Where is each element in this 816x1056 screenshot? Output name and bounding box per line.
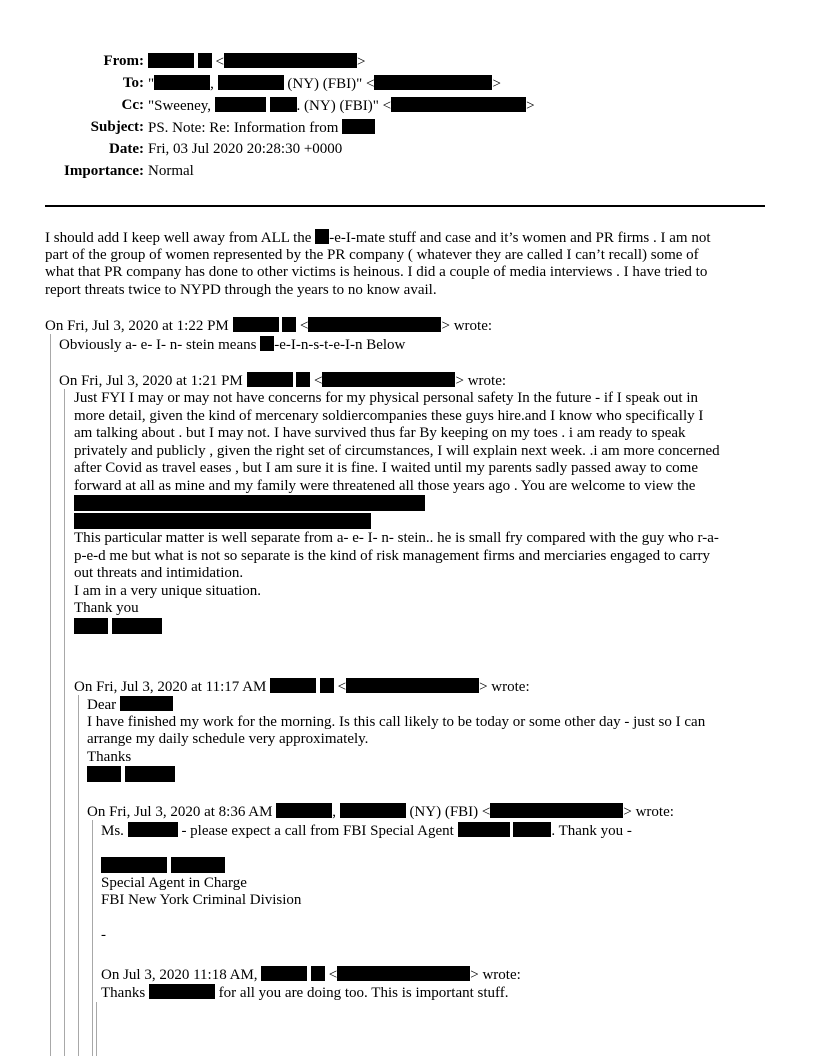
redaction-box xyxy=(490,803,623,818)
cc-label: Cc: xyxy=(121,97,144,113)
attribution-comma: , xyxy=(332,804,336,820)
quote-bar xyxy=(78,695,79,1056)
redaction-box xyxy=(74,495,425,511)
signature-line xyxy=(74,618,720,636)
redaction-box xyxy=(233,317,279,332)
quote-bar xyxy=(96,1002,97,1056)
quote-line: more detail, given the kind of mercenary soldiercompanies these guys hire.and I know who specifically I xyxy=(74,407,704,424)
body-text: -e-I-mate stuff and case and it’s women and PR firms . I am not xyxy=(329,230,711,246)
message-body xyxy=(45,229,711,299)
to-row xyxy=(0,75,816,97)
quote-line: privately and publicly , given the right set of circumstances, I will explain next week. .i am more concerned xyxy=(74,442,720,459)
attribution-bracket: < xyxy=(328,967,338,983)
quote-line: p-e-d me but what is not so separate is the kind of risk management firms and merciaries engaged to carry xyxy=(74,547,711,564)
quote2-body xyxy=(74,390,720,635)
attribution-agency: (NY) (FBI) < xyxy=(409,804,491,820)
quote-text: Dear xyxy=(87,697,117,713)
attribution-bracket: < xyxy=(337,679,347,695)
quote4-attribution xyxy=(87,803,674,822)
attribution-wrote: > wrote: xyxy=(455,373,507,389)
redaction-box xyxy=(74,618,108,634)
attribution-text: On Fri, Jul 3, 2020 at 1:22 PM xyxy=(45,318,229,334)
redaction-box xyxy=(374,75,492,90)
signature-title: Special Agent in Charge xyxy=(101,874,247,891)
body-line xyxy=(45,229,711,247)
from-bracket-close: > xyxy=(356,54,366,70)
quote4-body xyxy=(101,822,632,945)
quote-line xyxy=(101,984,509,1002)
quote-line xyxy=(59,336,405,354)
body-line: part of the group of women represented by the PR company ( whatever they are called I can’t recall) some of xyxy=(45,246,699,263)
quote-line: This particular matter is well separate from a- e- I- n- stein.. he is small fry compared with the guy who r-a- xyxy=(74,530,719,546)
to-quote: " xyxy=(148,76,155,92)
redaction-box xyxy=(315,229,329,244)
cc-value xyxy=(148,97,535,116)
cc-bracket-close: > xyxy=(526,98,535,114)
quote-line: I am in a very unique situation. xyxy=(74,582,262,599)
redaction-box xyxy=(296,372,310,387)
redaction-box xyxy=(282,317,296,332)
quote-line: Thanks xyxy=(87,748,132,765)
redaction-box xyxy=(270,97,297,112)
redaction-box xyxy=(149,984,215,999)
from-bracket-open: < xyxy=(215,54,224,70)
date-row xyxy=(0,141,816,163)
redaction-box xyxy=(260,336,274,351)
attribution-wrote: > wrote: xyxy=(441,318,493,334)
redaction-box xyxy=(458,822,510,837)
quote-line: after Covid as travel eases , but I am sure it is fine. I waited until my parents sadly passed away to come xyxy=(74,460,698,476)
redacted-line xyxy=(74,513,720,531)
redaction-box xyxy=(320,678,334,693)
redaction-box xyxy=(198,53,212,68)
to-comma: , xyxy=(210,76,214,92)
quote5-attribution xyxy=(101,966,521,985)
subject-label: Subject: xyxy=(90,119,144,135)
redaction-box xyxy=(311,966,325,981)
redaction-box xyxy=(322,372,455,387)
redaction-box xyxy=(342,119,375,134)
quote-text: Ms. xyxy=(101,823,124,839)
redaction-box xyxy=(261,966,307,981)
quote3-attribution xyxy=(74,678,530,697)
cc-name: "Sweeney, xyxy=(148,98,212,114)
quote-line: am talking about . but I may not. I have survived thus far By keeping on my toes . i am ready to speak xyxy=(74,425,686,441)
redaction-box xyxy=(270,678,316,693)
quote-line xyxy=(101,822,632,840)
quote-bar xyxy=(64,389,65,1056)
attribution-wrote: > wrote: xyxy=(479,679,530,695)
redaction-box xyxy=(112,618,162,634)
from-label: From: xyxy=(103,53,144,69)
quote-line: I have finished my work for the morning. Is this call likely to be today or some other day - just so I can xyxy=(87,713,706,730)
redaction-box xyxy=(120,696,173,711)
dash-line: - xyxy=(101,927,106,943)
redaction-box xyxy=(224,53,357,68)
signature-division: FBI New York Criminal Division xyxy=(101,892,302,908)
importance-value: Normal xyxy=(148,163,194,179)
quote-text: Thanks xyxy=(101,985,146,1001)
attribution-wrote: > wrote: xyxy=(623,804,674,820)
importance-label: Importance: xyxy=(64,163,144,179)
redaction-box xyxy=(391,97,526,112)
redaction-box xyxy=(346,678,479,693)
redaction-box xyxy=(218,75,284,90)
signature-line xyxy=(87,766,705,784)
blank-line xyxy=(101,840,632,858)
cc-row xyxy=(0,97,816,119)
attribution-text: On Fri, Jul 3, 2020 at 11:17 AM xyxy=(74,679,267,695)
quote1-body xyxy=(59,336,405,354)
redaction-box xyxy=(308,317,441,332)
quote-line: forward at all as mine and my family were threatened all those years ago . You are welcome to view the xyxy=(74,477,696,494)
date-label: Date: xyxy=(109,141,144,157)
cc-agency: . (NY) (FBI)" < xyxy=(296,98,392,114)
redaction-box xyxy=(171,857,225,873)
quote5-body xyxy=(101,984,509,1002)
quote-text: . Thank you - xyxy=(551,823,632,839)
subject-text: PS. Note: Re: Information from xyxy=(148,120,339,136)
email-header xyxy=(0,53,816,185)
quote-text: Obviously a- e- I- n- stein means xyxy=(59,337,257,353)
redaction-box xyxy=(215,97,266,112)
redaction-box xyxy=(125,766,175,782)
quote2-attribution xyxy=(59,372,506,391)
date-value: Fri, 03 Jul 2020 20:28:30 +0000 xyxy=(148,141,343,157)
quote3-body xyxy=(87,696,705,784)
quote-line: Just FYI I may or may not have concerns for my physical personal safety In the future - if I speak out in xyxy=(74,390,698,406)
blank-line xyxy=(101,910,632,928)
redacted-line xyxy=(74,495,720,513)
signature-line xyxy=(101,857,632,875)
attribution-text: On Fri, Jul 3, 2020 at 1:21 PM xyxy=(59,373,243,389)
attribution-bracket: < xyxy=(300,318,309,334)
redaction-box xyxy=(87,766,121,782)
to-agency: (NY) (FBI)" < xyxy=(287,76,375,92)
redaction-box xyxy=(101,857,167,873)
quote-bar xyxy=(50,334,51,1056)
quote-line: out threats and intimidation. xyxy=(74,565,244,581)
importance-row xyxy=(0,163,816,185)
quote-line xyxy=(87,696,705,714)
redaction-box xyxy=(513,822,551,837)
to-value xyxy=(148,75,501,94)
quote-bar xyxy=(92,820,93,1056)
quote-text: -e-I-n-s-t-e-I-n Below xyxy=(274,337,406,353)
redaction-box xyxy=(276,803,332,818)
from-row xyxy=(0,53,816,75)
body-line: report threats twice to NYPD through the years to no know avail. xyxy=(45,281,437,298)
quote1-attribution xyxy=(45,317,492,336)
body-line: what that PR company has done to other victims is heinous. I did a couple of media interviews . I have tried to xyxy=(45,264,708,280)
subject-row xyxy=(0,119,816,141)
redaction-box xyxy=(154,75,210,90)
to-bracket-close: > xyxy=(492,76,501,92)
redaction-box xyxy=(340,803,406,818)
quote-text: for all you are doing too. This is important stuff. xyxy=(218,985,509,1001)
attribution-wrote: > wrote: xyxy=(470,967,521,983)
quote-line: Thank you xyxy=(74,600,139,616)
body-text: I should add I keep well away from ALL the xyxy=(45,230,312,246)
redaction-box xyxy=(74,513,371,529)
redaction-box xyxy=(128,822,178,837)
header-separator xyxy=(45,205,765,207)
attribution-text: On Jul 3, 2020 11:18 AM, xyxy=(101,967,258,983)
subject-value xyxy=(148,119,375,138)
attribution-text: On Fri, Jul 3, 2020 at 8:36 AM xyxy=(87,804,273,820)
attribution-bracket: < xyxy=(314,373,323,389)
redaction-box xyxy=(337,966,470,981)
from-value xyxy=(148,53,365,72)
quote-text: - please expect a call from FBI Special Agent xyxy=(181,823,454,839)
redaction-box xyxy=(247,372,293,387)
quote-line: arrange my daily schedule very approximately. xyxy=(87,731,369,747)
redaction-box xyxy=(148,53,194,68)
to-label: To: xyxy=(122,75,144,91)
